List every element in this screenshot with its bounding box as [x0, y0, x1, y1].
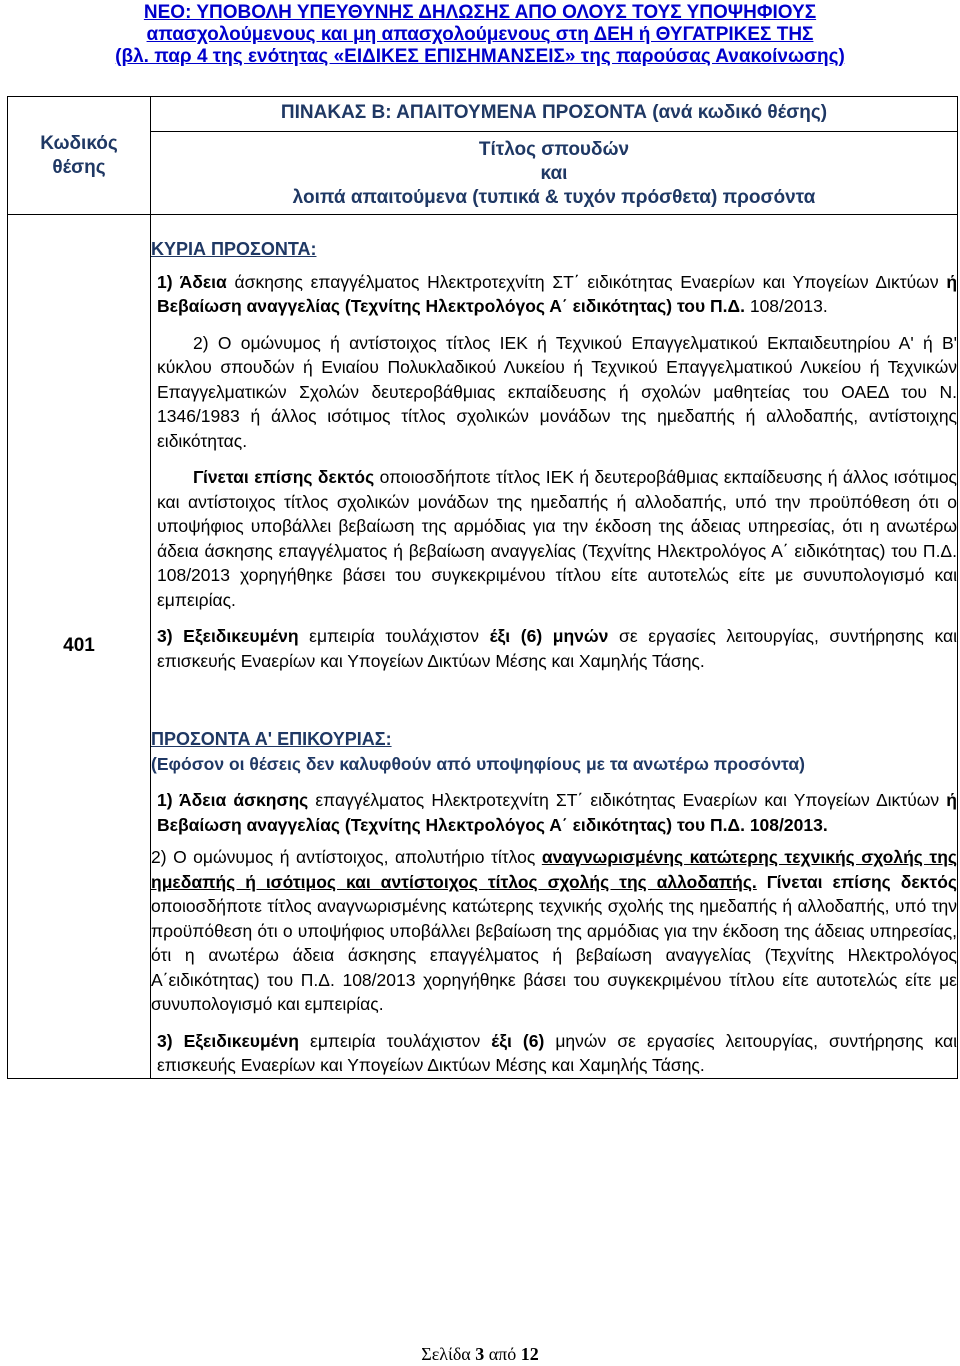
footer-mid: από: [484, 1344, 521, 1364]
main-item-1-c: ή Βεβαίωση αναγγελίας (Τεχνίτης Ηλεκτρολόγος Α΄ ειδικότητας) του Π.Δ.: [157, 271, 958, 316]
title-header-line-3: λοιπά απαιτούμενα (τυπικά & τυχόν πρόσθετα) προσόντα: [292, 187, 816, 208]
title-header-line-2: και: [540, 163, 568, 184]
header-line-2-b: στη ΔΕΗ ή ΘΥΓΑΤΡΙΚΕΣ ΤΗΣ: [550, 24, 814, 45]
requirements-table: [7, 96, 958, 1079]
aux-subheading: [151, 752, 957, 777]
code-header-line-1: Κωδικός: [40, 132, 118, 154]
main-item-1: [157, 270, 957, 319]
header-line-2-a: απασχολούμενους και: [146, 24, 354, 45]
table-header-row: [8, 97, 958, 132]
main-qualifications-heading: [151, 237, 957, 262]
main-item-2: 2) Ο ομώνυμος ή αντίστοιχος τίτλος ΙΕΚ ή Τεχνικού Επαγγελματικού Εκπαιδευτηρίου Α' ή Β' κύκλου σπουδών ή Ενιαίου Πολυκλαδικού Λυκείου ή Τεχνικού Επαγγελματικού Λυκείου ή Τεχνικών Επαγγελματικών Σχολών δευτεροβάθμιας εκπαίδευσης ή σχολών μαθητείας του ΟΑΕΔ του Ν. 1346/1983 ή άλλος ισότιμος τίτλος σχολικών μονάδων της ημεδαπής ή αλλοδαπής, αντίστοιχης ειδικότητας.: [157, 332, 957, 451]
main-item-3: [157, 624, 957, 673]
aux-item-1-b: επαγγέλματος Ηλεκτροτεχνίτη ΣΤ΄ ειδικότητας Εναερίων και Υπογείων Δικτύων: [308, 790, 947, 810]
main-item-1-d: 108/2013.: [744, 296, 828, 316]
table-name-cell: [151, 97, 958, 132]
page-number: 3: [475, 1344, 485, 1364]
header-line-2-u: μη απασχολούμενους: [353, 24, 551, 45]
document-header: [0, 2, 960, 68]
main-item-2b-bold: Γίνεται επίσης δεκτός: [193, 467, 375, 487]
aux-item-2-bold: Γίνεται επίσης δεκτός: [756, 871, 957, 892]
aux-item-2-u: αναγνωρισμένης κατώτερης τεχνικής σχολής της ημεδαπής ή ισότιμος και αντίστοιχος τίτλος σχολής της αλλοδαπής.: [151, 847, 957, 892]
aux-item-2-rest: οποιοσδήποτε τίτλος αναγνωρισμένης κατώτερης τεχνικής σχολής της ημεδαπής ή αλλοδαπής, υπό την προϋπόθεση ότι ο υποψήφιος υποβάλλει βεβαίωση της αρμόδιας για την έκδοση της άδειας υπηρεσίας, ότι η ανωτέρω άδεια άσκησης επαγγέλματος ή βεβαίωση αναγγελίας (Τεχνίτης Ηλεκτρολόγος Α΄ειδικότητας) του Π.Δ. 108/2013 χορηγήθηκε βάσει του συγκεκριμένου τίτλου είτε αυτοτελώς είτε με συνυπολογισμό και εμπειρίας.: [151, 896, 957, 1014]
table-header-row-2: [8, 132, 958, 215]
aux-item-2: [151, 845, 957, 1017]
page-total: 12: [520, 1344, 539, 1364]
aux-item-1: [157, 788, 957, 837]
main-item-2-b: [157, 465, 957, 612]
aux-item-3-a: 3) Εξειδικευμένη: [157, 1030, 299, 1051]
main-heading-text: ΚΥΡΙΑ ΠΡΟΣΟΝΤΑ:: [151, 239, 317, 259]
footer-prefix: Σελίδα: [421, 1344, 476, 1364]
aux-item-3-d: μηνών σε εργασίες λειτουργίας, συντήρησης και επισκευής Εναερίων και Υπογείων Δικτύων Μέσης και Χαμηλής Τάσης.: [157, 1030, 957, 1075]
code-header-line-2: θέσης: [52, 156, 106, 178]
qualifications-cell: [151, 215, 958, 1079]
main-item-1-b: άσκησης επαγγέλματος Ηλεκτροτεχνίτη ΣΤ΄ ειδικότητας Εναερίων και Υπογείων Δικτύων: [226, 271, 947, 292]
new-label: ΝΕΟ: [143, 2, 186, 23]
aux-item-3-c: έξι (6): [491, 1030, 545, 1051]
code-column-header: [8, 97, 151, 215]
title-header-line-1: Τίτλος σπουδών: [478, 139, 630, 160]
title-column-header: [151, 132, 958, 215]
aux-heading-text: ΠΡΟΣΟΝΤΑ Α' ΕΠΙΚΟΥΡΙΑΣ:: [151, 729, 392, 749]
header-line-3: (βλ. παρ 4 της ενότητας «ΕΙΔΙΚΕΣ ΕΠΙΣΗΜΑΝΣΕΙΣ» της παρούσας Ανακοίνωσης): [115, 46, 845, 67]
aux-subheading-text: (Εφόσον οι θέσεις δεν καλυφθούν από υποψηφίους με τα ανωτέρω προσόντα): [151, 753, 805, 774]
main-item-2b-rest: οποιοσδήποτε τίτλος ΙΕΚ ή δευτεροβάθμιας εκπαίδευσης ή άλλος ισότιμος και αντίστοιχος τίτλος σχολικών μονάδων της ημεδαπής ή αλλοδαπής, υπό την προϋπόθεση ότι ο υποψήφιος υποβάλλει βεβαίωση της αρμόδιας για την έκδοση της άδειας υπηρεσίας, ότι η ανωτέρω άδεια άσκησης επαγγέλματος ή βεβαίωση αναγγελίας (Τεχνίτης Ηλεκτρολόγος Α΄ ειδικότητας) του Π.Δ. 108/2013 χορηγήθηκε βάσει του συγκεκριμένου τίτλου είτε αυτοτελώς είτε με συνυπολογισμό και εμπειρίας.: [157, 467, 957, 610]
main-item-3-b: εμπειρία τουλάχιστον: [298, 626, 490, 646]
aux-qualifications-heading: [151, 727, 957, 752]
table-name: ΠΙΝΑΚΑΣ Β: ΑΠΑΙΤΟΥΜΕΝΑ ΠΡΟΣΟΝΤΑ (ανά κωδικό θέσης): [280, 102, 828, 123]
header-line-1-text: : ΥΠΟΒΟΛΗ ΥΠΕΥΘΥΝΗΣ ΔΗΛΩΣΗΣ ΑΠΟ ΟΛΟΥΣ ΤΟΥΣ ΥΠΟΨΗΦΙΟΥΣ: [185, 2, 817, 23]
page-footer: [0, 1344, 960, 1365]
table-row: [8, 215, 958, 1079]
header-line-2: [0, 24, 960, 46]
aux-item-1-c: ή Βεβαίωση αναγγελίας (Τεχνίτης Ηλεκτρολόγος Α΄ ειδικότητας) του Π.Δ. 108/2013.: [157, 790, 957, 835]
position-code: 401: [8, 215, 151, 1079]
aux-item-3: [157, 1029, 957, 1078]
main-item-3-c: έξι (6) μηνών: [489, 626, 609, 646]
title-header: [151, 132, 957, 214]
main-item-1-a: 1) Άδεια: [157, 271, 227, 292]
main-item-3-a: 3) Εξειδικευμένη: [157, 626, 299, 646]
header-line-1: [0, 2, 960, 24]
aux-item-1-a: 1) Άδεια άσκησης: [157, 790, 309, 810]
aux-item-2-a: 2) Ο ομώνυμος ή αντίστοιχος, απολυτήριο τίτλος: [151, 847, 542, 867]
main-item-3-d: σε εργασίες λειτουργίας, συντήρησης και επισκευής Εναερίων και Υπογείων Δικτύων Μέσης και Χαμηλής Τάσης.: [157, 626, 958, 671]
aux-item-3-b: εμπειρία τουλάχιστον: [298, 1030, 492, 1051]
